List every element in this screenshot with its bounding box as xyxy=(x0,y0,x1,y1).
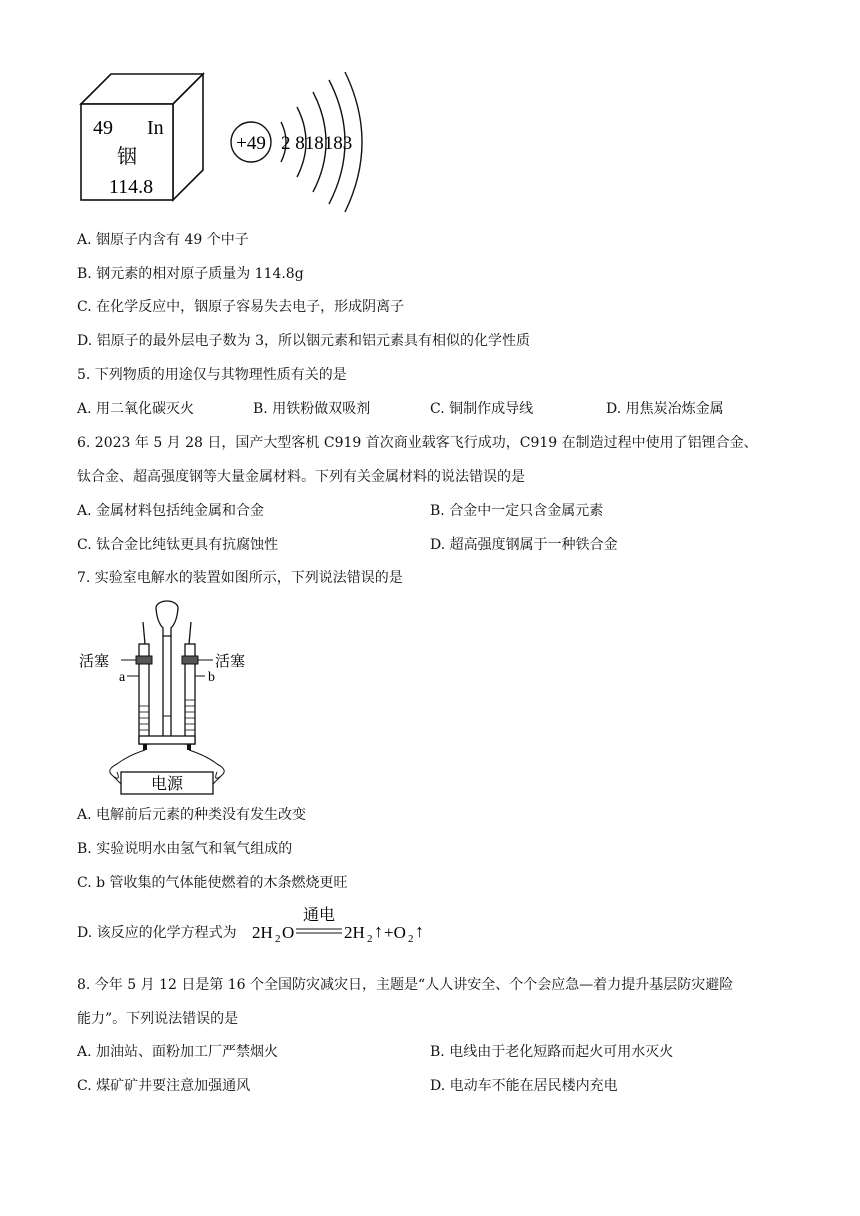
element-number: 49 xyxy=(93,117,113,139)
stopcock-left-label: 活塞 xyxy=(79,654,110,670)
svg-text:2H: 2H xyxy=(344,923,365,942)
svg-text:2H: 2H xyxy=(252,923,273,942)
stopcock-right-label: 活塞 xyxy=(215,654,246,670)
q7-option-c: C. b 管收集的气体能使燃着的木条燃烧更旺 xyxy=(77,875,348,891)
reaction-condition: 通电 xyxy=(302,907,336,924)
q6-stem-line1: 6. 2023 年 5 月 28 日，国产大型客机 C919 首次商业载客飞行成功，C919 在制造过程中使用了铝锂合金、 xyxy=(77,435,758,451)
element-mass: 114.8 xyxy=(108,176,154,198)
power-supply-label: 电源 xyxy=(150,776,184,793)
svg-text:+O: +O xyxy=(384,923,406,942)
q4-option-a: A. 铟原子内含有 49 个中子 xyxy=(77,232,249,248)
element-symbol: In xyxy=(147,117,164,139)
nucleus-charge: +49 xyxy=(236,133,266,154)
q4-option-b: B. 钢元素的相对原子质量为 114.8g xyxy=(77,266,304,282)
electron-shells: 2 818183 xyxy=(281,133,353,154)
q8-option-c: C. 煤矿矿井要注意加强通风 xyxy=(77,1078,251,1094)
svg-text:↑: ↑ xyxy=(415,921,424,941)
q5-option-c: C. 铜制作成导线 xyxy=(430,401,534,417)
q8-stem-line2: 能力”。下列说法错误的是 xyxy=(77,1011,239,1027)
svg-text:2: 2 xyxy=(367,933,373,945)
svg-text:O: O xyxy=(282,923,295,942)
tube-a-label: a xyxy=(119,670,126,685)
q5-option-b: B. 用铁粉做双吸剂 xyxy=(253,401,371,417)
q6-option-d: D. 超高强度钢属于一种铁合金 xyxy=(430,537,618,553)
atom-structure-diagram xyxy=(225,70,375,220)
q5-stem: 5. 下列物质的用途仅与其物理性质有关的是 xyxy=(77,367,347,383)
q7-option-d xyxy=(77,924,237,942)
q6-stem-line2: 钛合金、超高强度钢等大量金属材料。下列有关金属材料的说法错误的是 xyxy=(77,469,525,485)
chemical-equation xyxy=(250,902,430,946)
q4-option-d: D. 铝原子的最外层电子数为 3，所以铟元素和铝元素具有相似的化学性质 xyxy=(77,333,530,349)
q7-stem: 7. 实验室电解水的装置如图所示，下列说法错误的是 xyxy=(77,570,403,586)
q5-option-d: D. 用焦炭冶炼金属 xyxy=(606,401,724,417)
q8-stem-line1: 8. 今年 5 月 12 日是第 16 个全国防灾减灾日，主题是“人人讲安全、个个会应急—着力提升基层防灾避险 xyxy=(77,977,734,993)
svg-text:2: 2 xyxy=(275,933,281,945)
q7-option-b: B. 实验说明水由氢气和氧气组成的 xyxy=(77,841,293,857)
q6-option-b: B. 合金中一定只含金属元素 xyxy=(430,503,604,519)
q5-option-a: A. 用二氧化碳灭火 xyxy=(77,401,195,417)
svg-text:↑: ↑ xyxy=(374,921,383,941)
electrolysis-apparatus-diagram xyxy=(77,596,267,796)
q6-option-c: C. 钛合金比纯钛更具有抗腐蚀性 xyxy=(77,537,279,553)
tube-b-label: b xyxy=(208,670,215,685)
q7-option-d-prefix: D. 该反应的化学方程式为 xyxy=(77,925,237,941)
q6-option-a: A. 金属材料包括纯金属和合金 xyxy=(77,503,265,519)
q4-option-c: C. 在化学反应中，铟原子容易失去电子，形成阴离子 xyxy=(77,299,405,315)
svg-text:2: 2 xyxy=(408,933,414,945)
q7-option-a: A. 电解前后元素的种类没有发生改变 xyxy=(77,807,307,823)
q8-option-a: A. 加油站、面粉加工厂严禁烟火 xyxy=(77,1044,279,1060)
q8-option-d: D. 电动车不能在居民楼内充电 xyxy=(430,1078,618,1094)
element-name: 铟 xyxy=(117,146,137,168)
element-card-diagram xyxy=(77,70,207,205)
q8-option-b: B. 电线由于老化短路而起火可用水灭火 xyxy=(430,1044,674,1060)
